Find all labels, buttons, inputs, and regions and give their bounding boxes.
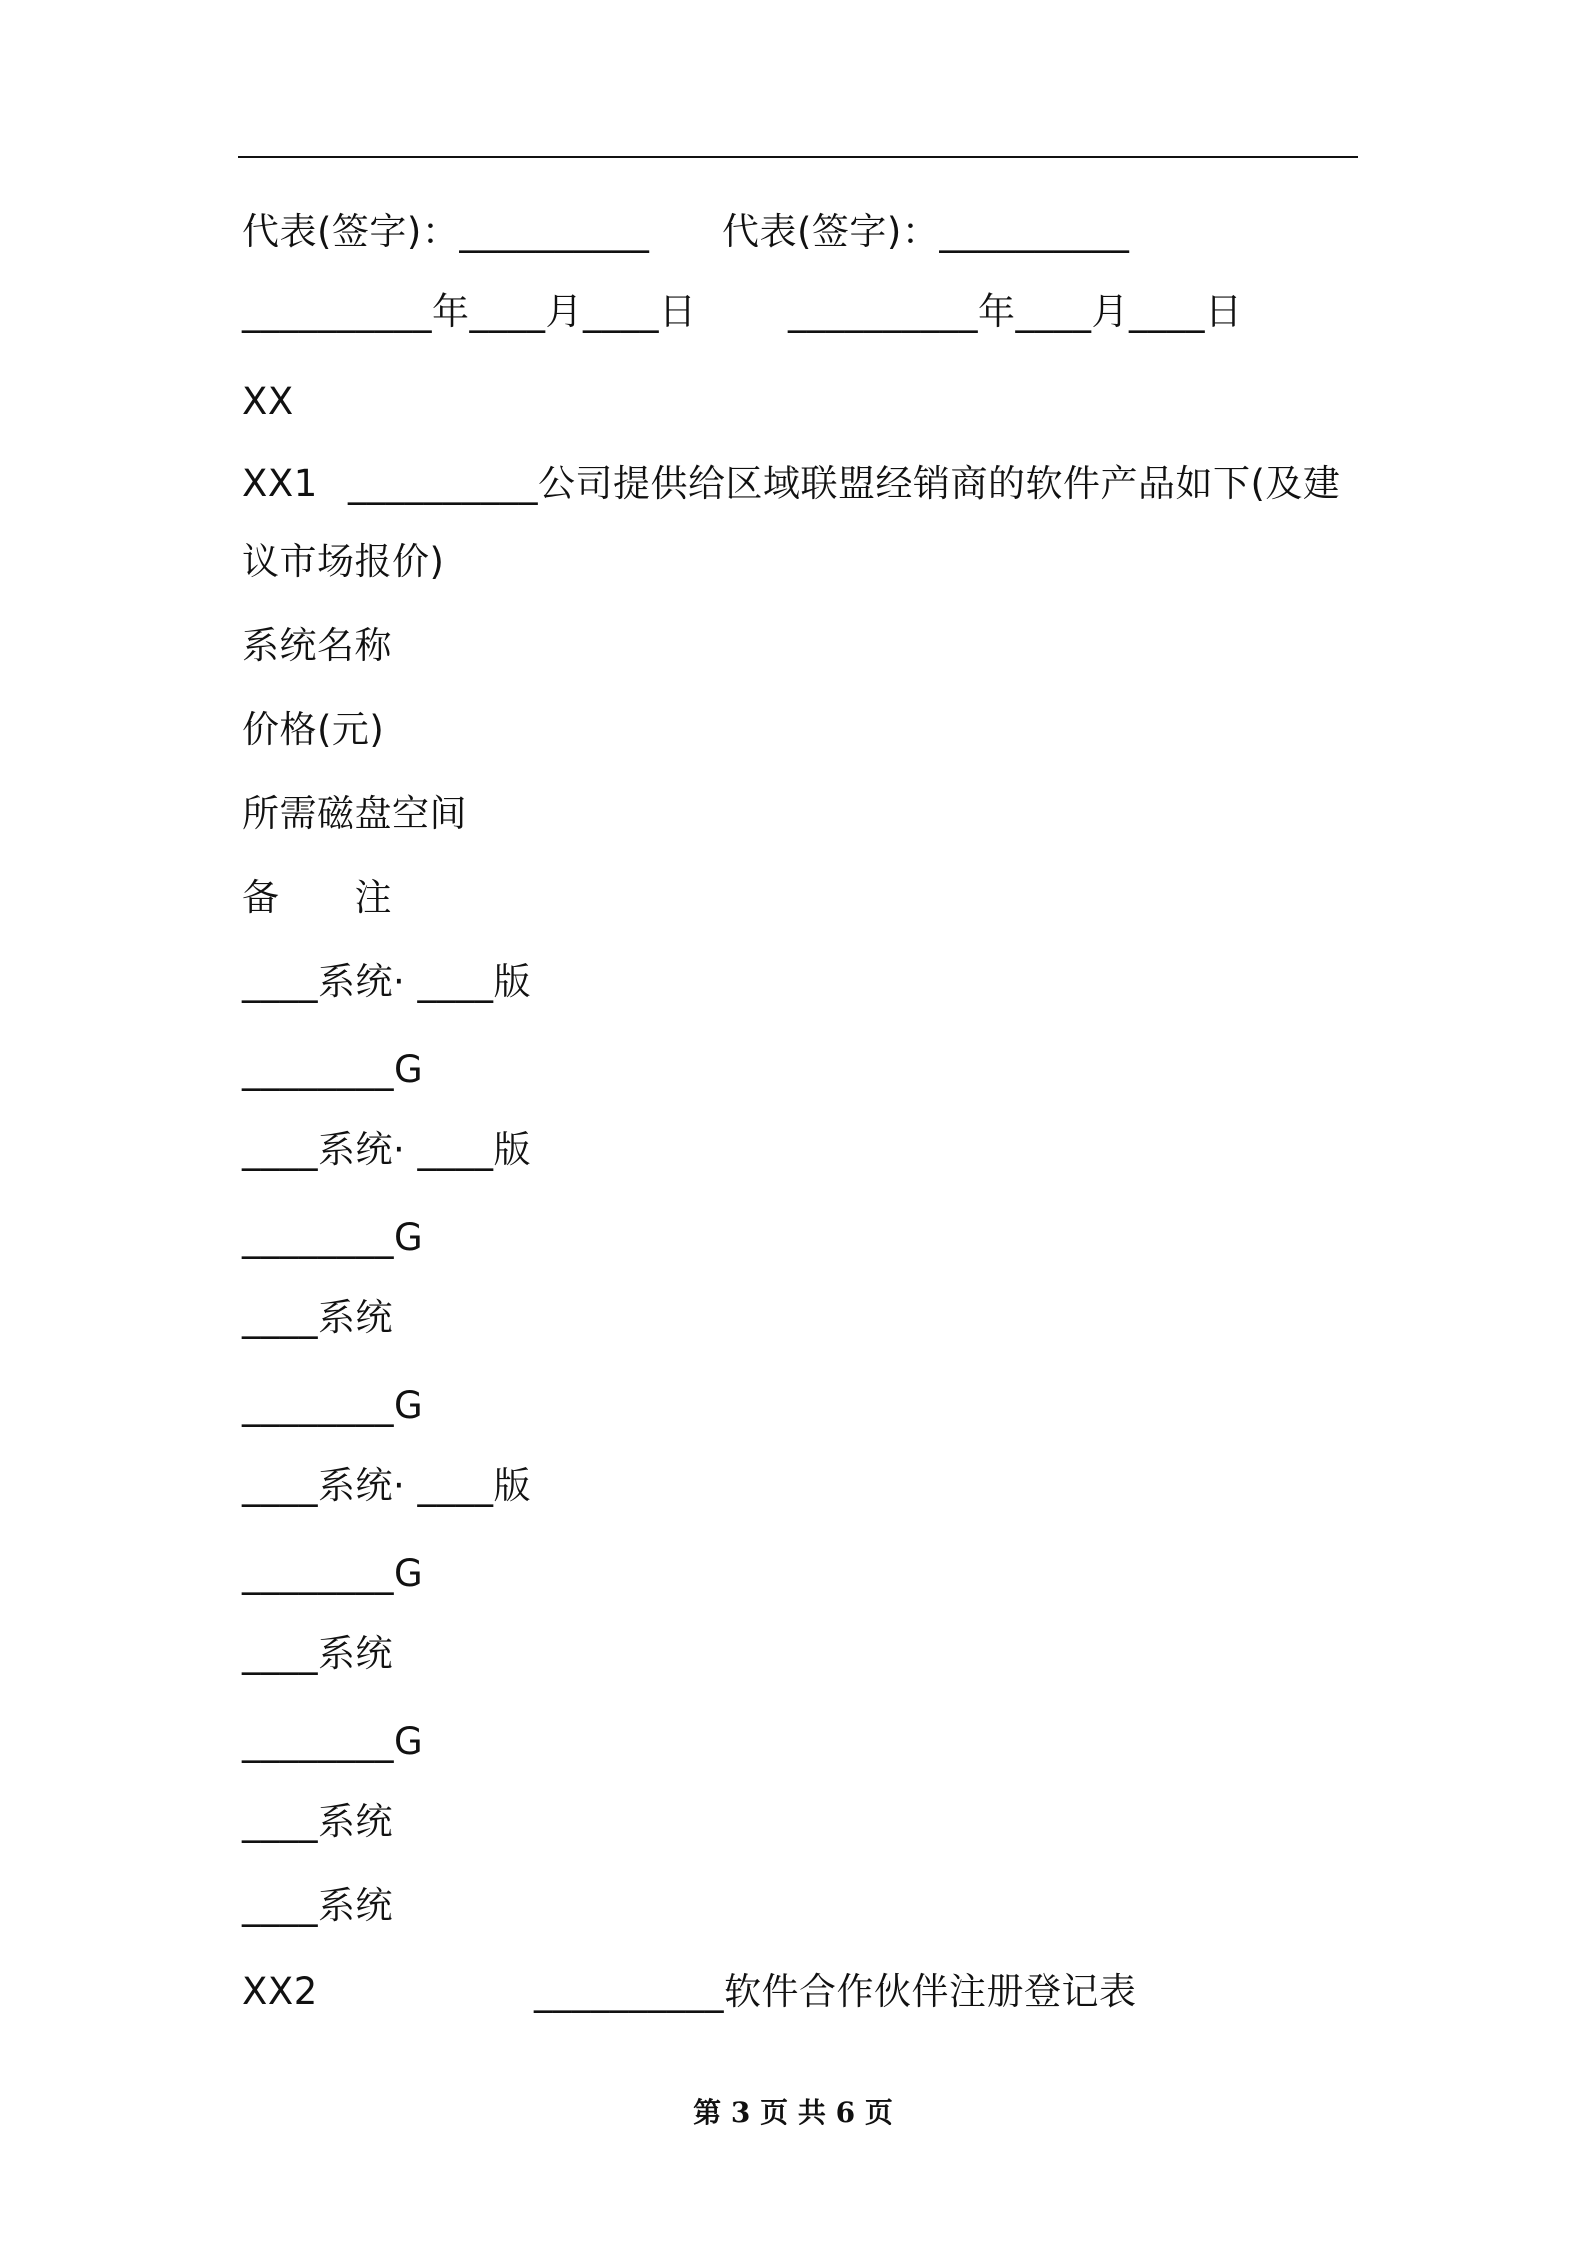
section-text-xx2: __________软件合作伙伴注册登记表 (534, 1970, 1137, 2013)
list-item: ________G (242, 1048, 424, 1091)
signature-left-date: __________年____月____日 (242, 290, 697, 333)
list-item: ____系统· ____版 (242, 1464, 532, 1507)
column-price: 价格(元) (242, 708, 385, 751)
signature-right-date: __________年____月____日 (788, 290, 1243, 333)
column-remarks: 备 注 (242, 876, 392, 919)
list-item: ____系统 (242, 1884, 393, 1927)
section-label-xx1: XX1 (242, 462, 318, 505)
section-label-xx2: XX2 (242, 1970, 318, 2013)
list-item: ____系统 (242, 1632, 393, 1675)
section-text-xx1-line2: 议市场报价) (242, 540, 445, 583)
list-item: ____系统· ____版 (242, 960, 532, 1003)
list-item: ____系统 (242, 1800, 393, 1843)
column-system-name: 系统名称 (242, 624, 392, 667)
page-indicator: 第 3 页 共 6 页 (693, 2096, 893, 2129)
list-item: ________G (242, 1216, 424, 1259)
column-disk-space: 所需磁盘空间 (242, 792, 467, 835)
list-item: ____系统· ____版 (242, 1128, 532, 1171)
signature-left-label: 代表(签字)：__________ (242, 210, 650, 253)
header-rule (238, 156, 1358, 158)
section-text-xx1-line1: __________公司提供给区域联盟经销商的软件产品如下(及建 (348, 462, 1341, 505)
list-item: ________G (242, 1552, 424, 1595)
section-heading-xx: XX (242, 380, 294, 423)
list-item: ________G (242, 1720, 424, 1763)
list-item: ____系统 (242, 1296, 393, 1339)
signature-right-label: 代表(签字)：__________ (722, 210, 1130, 253)
list-item: ________G (242, 1384, 424, 1427)
